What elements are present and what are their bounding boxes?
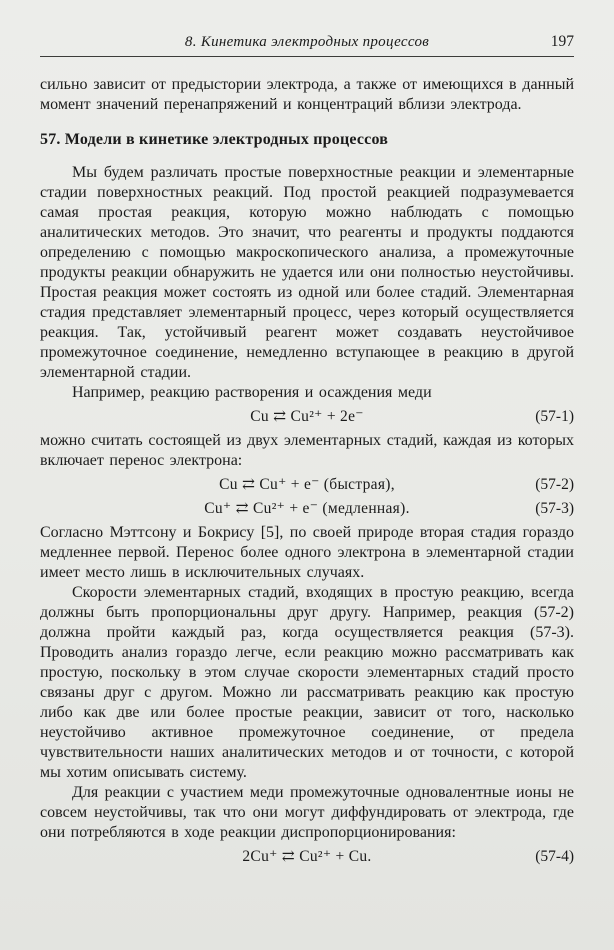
equation-57-1 — [40, 407, 574, 427]
paragraph-mattson-bockris: Согласно Мэттсону и Бокрису [5], по своей природе вторая стадия гораздо медленнее первой. Перенос более одного электрона в элементарной стадии имеет место лишь в исключительных случаях. — [40, 524, 574, 581]
header-rule — [40, 56, 574, 57]
equation-57-4-number: (57-4) — [535, 848, 574, 865]
equation-57-2 — [40, 475, 574, 495]
equation-57-1-formula: Cu ⇄ Cu²⁺ + 2e⁻ — [250, 408, 364, 425]
equation-57-4-formula: 2Cu⁺ ⇄ Cu²⁺ + Cu. — [242, 848, 372, 865]
page-number: 197 — [550, 33, 574, 50]
equation-57-3 — [40, 499, 574, 519]
equation-57-2-formula: Cu ⇄ Cu⁺ + e⁻ (быстрая), — [219, 476, 395, 493]
page-header — [40, 32, 574, 52]
paragraph-intro-continuation: сильно зависит от предыстории электрода, а также от имеющихся в данный момент значений перенапряжений и концентраций вблизи электрода. — [40, 76, 574, 113]
equation-57-4 — [40, 847, 574, 867]
paragraph-copper-disproportionation: Для реакции с участием меди промежуточные одновалентные ионы не совсем неустойчивы, так что они могут диффундировать от электрода, где они потребляются в ходе реакции диспропорционирования: — [40, 784, 574, 841]
equation-57-3-formula: Cu⁺ ⇄ Cu²⁺ + e⁻ (медленная). — [204, 500, 410, 517]
running-chapter-title: 8. Кинетика электродных процессов — [184, 34, 430, 50]
paragraph-two-elementary-steps: можно считать состоящей из двух элементарных стадий, каждая из которых включает перенос электрона: — [40, 432, 574, 469]
paragraph-rates-of-steps: Скорости элементарных стадий, входящих в простую реакцию, всегда должны быть пропорциональны друг другу. Например, реакция (57-2) должна пройти каждый раз, когда осуществляется реакция (57-3). Проводить анализ гораздо легче, если реакцию можно рассматривать как простую, поскольку в этом случае скорости элементарных стадий просто связаны друг с другом. Можно ли рассматривать реакцию как простую либо как две или более простые реакции, зависит от того, насколько неустойчиво активное промежуточное соединение, от предела чувствительности наших аналитических методов и от точности, с которой мы хотим описывать систему. — [40, 584, 574, 781]
paragraph-simple-reactions: Мы будем различать простые поверхностные реакции и элементарные стадии поверхностных реакций. Под простой реакцией подразумевается самая простая реакция, которую можно наблюдать с помощью аналитических методов. Это значит, что реагенты и продукты поддаются определению с помощью макроскопического анализа, а промежуточные продукты реакции обнаружить не удается или они полностью неустойчивы. Простая реакция может состоять из одной или более стадий. Элементарная стадия представляет элементарный процесс, через который осуществляется реакция. Так, устойчивый реагент может создавать неустойчивое промежуточное соединение, немедленно вступающее в реакцию в другой элементарной стадии. — [40, 164, 574, 381]
equation-57-3-number: (57-3) — [535, 500, 574, 517]
equation-57-1-number: (57-1) — [535, 408, 574, 425]
paragraph-copper-example-lead-in: Например, реакцию растворения и осаждения меди — [72, 384, 432, 401]
equation-57-2-number: (57-2) — [535, 476, 574, 493]
section-heading: 57. Модели в кинетике электродных процессов — [40, 131, 389, 148]
